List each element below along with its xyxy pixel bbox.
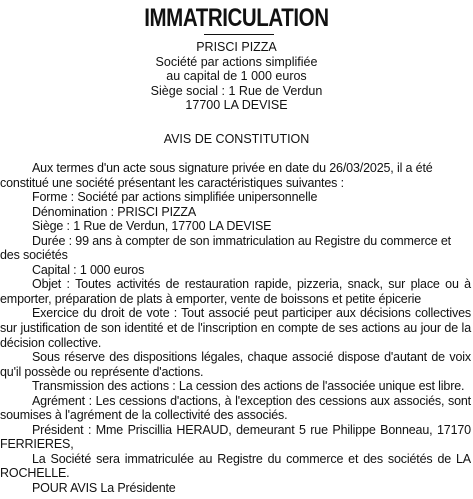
- company-header: [0, 40, 473, 113]
- company-capital: au capital de 1 000 euros: [166, 69, 307, 84]
- duration-paragraph: Durée : 99 ans à compter de son immatriculation au Registre du commerce et des sociétés: [0, 233, 451, 263]
- notice-body: [0, 161, 471, 496]
- president-paragraph: Président : Mme Priscillia HERAUD, demeurant 5 rue Philippe Bonneau, 17170 FERRIERES,: [0, 422, 471, 452]
- title-divider: [204, 34, 274, 35]
- share-transfer-line: Transmission des actions : La cession des actions de l'associée unique est libre.: [32, 379, 465, 394]
- denomination-line: Dénomination : PRISCI PIZZA: [32, 204, 197, 219]
- voting-rights-paragraph: Exercice du droit de vote : Tout associé peut participer aux décisions collectives sur justification de son identité et de l'inscription en compte de ses actions au jour de la décision collective.: [0, 306, 471, 350]
- object-paragraph: Objet : Toutes activités de restauration rapide, pizzeria, snack, sur place ou à emporter, préparation de plats à emporter, vente de boissons et petite épicerie: [0, 277, 471, 306]
- voting-reserve-paragraph: Sous réserve des dispositions légales, chaque associé dispose d'autant de voix qu'il possède ou représente d'actions.: [0, 350, 471, 379]
- company-seat: Siège social : 1 Rue de Verdun: [150, 83, 323, 98]
- capital-line: Capital : 1 000 euros: [32, 262, 145, 277]
- company-name: PRISCI PIZZA: [196, 40, 277, 54]
- notice-title: IMMATRICULATION: [144, 4, 329, 32]
- notice-type: AVIS DE CONSTITUTION: [163, 132, 310, 146]
- registration-paragraph: La Société sera immatriculée au Registre du commerce et des sociétés de LA ROCHELLE.: [0, 451, 471, 481]
- company-form: Société par actions simplifiée: [155, 54, 318, 69]
- signature-line: POUR AVIS La Présidente: [32, 481, 176, 496]
- company-city: 17700 LA DEVISE: [185, 98, 288, 113]
- approval-paragraph: Agrément : Les cessions d'actions, à l'exception des cessions aux associés, sont soumises à l'agrément de la collectivité des associés.: [0, 393, 471, 423]
- form-line: Forme : Société par actions simplifiée unipersonnelle: [32, 190, 318, 205]
- intro-paragraph: Aux termes d'un acte sous signature privée en date du 26/03/2025, il a été constitué une société présentant les caractéristiques suivantes :: [0, 161, 433, 190]
- seat-line: Siège : 1 Rue de Verdun, 17700 LA DEVISE: [32, 219, 272, 234]
